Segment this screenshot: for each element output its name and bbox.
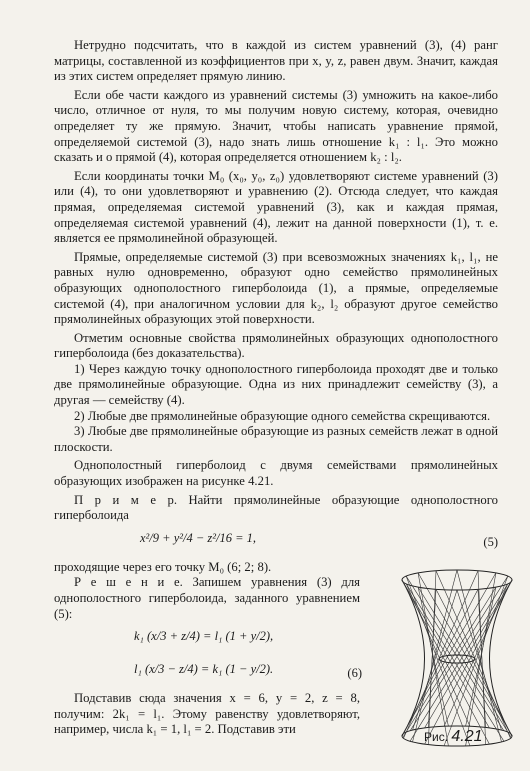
paragraph-coordinates: Если координаты точки M₀ (x₀, y₀, z₀) удовлетворяют системе уравнений (3) или (4), то они удовлетворяют и уравнению (2). Отсюда следует, что каждая прямая, определяемая системой уравнений (3), как и каждая прямая, определяемая системой уравнений (4), лежит на данной поверхности (1), т. е. является ее прямолинейной образующей. [54,168,498,246]
paragraph-solution: Р е ш е н и е. Запишем уравнения (3) для однополостного гиперболоида, заданного уравнением (5): [54,575,360,621]
equation-6b-body: l₁ (x/3 − z/4) = k₁ (1 − y/2). [134,662,274,677]
ruling-line-b-5 [436,589,511,734]
paragraph-substitute: Подставив сюда значения x = 6, y = 2, z = 8, получим: 2k₁ = l₁. Этому равенству удовлетворяют, например, числа k₁ = 1, l₁ = 2. Подставив эти [54,691,360,737]
figure-caption-prefix: Рис. [424,730,449,744]
hyperboloid-figure [392,564,522,754]
property-1: 1) Через каждую точку однополостного гиперболоида проходят две и только две прямолинейные образующие. Одна из них принадлежит семейству (3), а другая — семейству (4). [54,361,498,408]
paragraph-multiply: Если обе части каждого из уравнений системы (3) умножить на какое-либо число, отличное от нуля, то мы получим новую систему, которая, очевидно определяет ту же прямую. Значит, чтобы написать уравнение прямой, определяемой системой (3), надо знать лишь отношение k₁ : l₁. Это можно сказать и о прямой (4), которая определяется отношением k₂ : l₂. [54,87,498,165]
equation-5-number: (5) [483,534,498,549]
equation-5 [54,527,498,557]
property-2: 2) Любые две прямолинейные образующие одного семейства скрещиваются. [74,408,491,423]
equation-6a [54,625,360,655]
figure-caption [424,728,483,746]
paragraph-figure-ref: Однополостный гиперболоид с двумя семействами прямолинейных образующих изображен на рисунке 4.21. [54,458,498,489]
paragraph-properties-intro: Отметим основные свойства прямолинейных образующих однополостного гиперболоида (без доказательства). [54,330,498,361]
equation-6a-body: k₁ (x/3 + z/4) = l₁ (1 + y/2), [134,629,274,644]
figure-caption-number: 4.21 [451,728,483,745]
property-3: 3) Любые две прямолинейные образующие из разных семейств лежат в одной плоскости. [54,424,498,454]
equation-6-number: (6) [347,666,362,681]
equation-5-body: x²/9 + y²/4 − z²/16 = 1, [140,530,257,545]
paragraph-families: Прямые, определяемые системой (3) при всевозможных значениях k₁, l₁, не равных нулю одновременно, образуют одно семейство прямолинейных образующих однополостного гиперболоида (1), а прямые, определяемые системой (4), при аналогичном условии для k₂, l₂ образуют другое семейство прямолинейных образующих этой поверхности. [54,249,498,327]
paragraph-example: П р и м е р. Найти прямолинейные образующие однополостного гиперболоида [54,492,498,523]
paragraph-rank: Нетрудно подсчитать, что в каждой из систем уравнений (3), (4) ранг матрицы, составленной из коэффициентов при x, y, z, равен двум. Значит, каждая из этих систем определяет прямую линию. [54,38,498,84]
paragraph-point: проходящие через его точку M₀ (6; 2; 8). [54,559,272,574]
